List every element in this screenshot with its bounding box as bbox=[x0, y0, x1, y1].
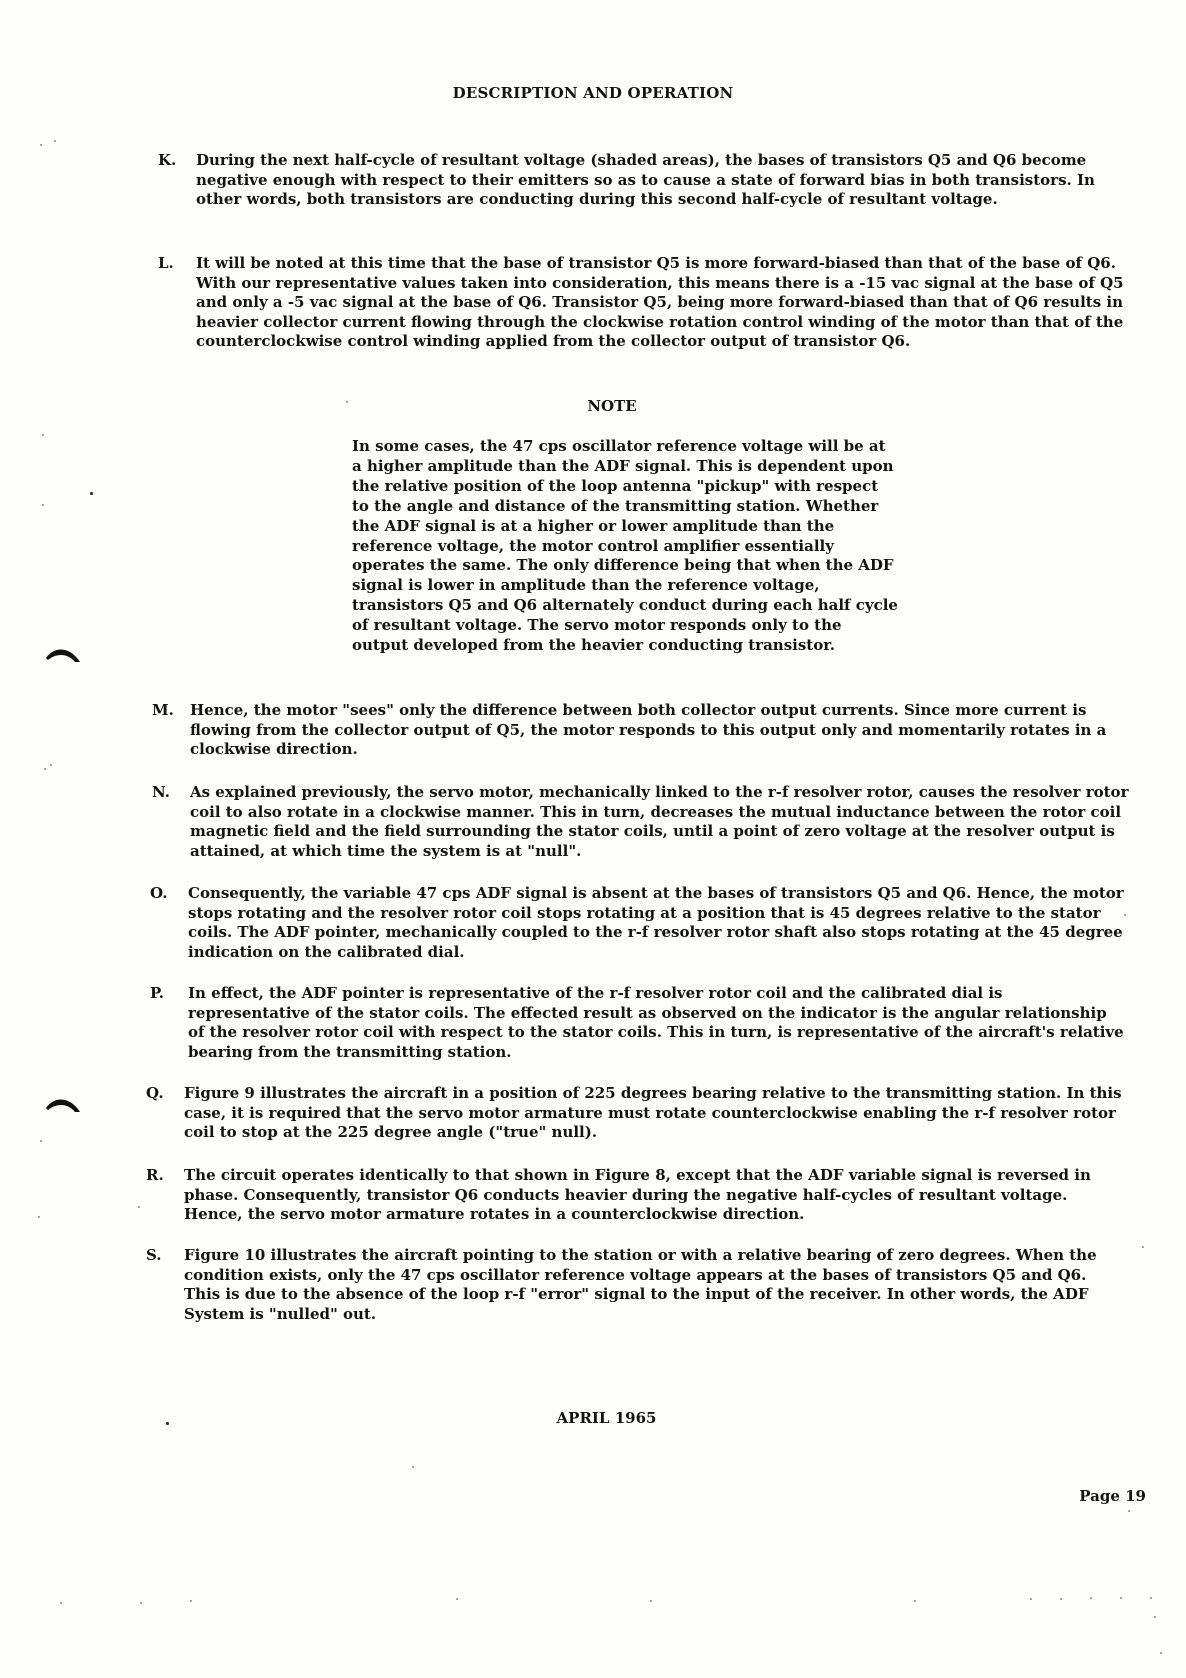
paragraph-text: Figure 10 illustrates the aircraft pointing to the station or with a relative bearing of zero degrees. When the condition exists, only the 47 cps oscillator reference voltage appears at the bases of transistors Q5 and Q6. This is due to the absence of the loop r-f "error" signal to the input of the receiver. In other words, the ADF System is "nulled" out. bbox=[184, 1246, 1097, 1323]
paragraph-text: It will be noted at this time that the base of transistor Q5 is more forward-biased than that of the base of Q6. With our representative values taken into consideration, this means there is a -15 vac signal at the base of Q5 and only a -5 vac signal at the base of Q6. Transistor Q5, being more forward-biased than that of Q6 results in heavier collector current flowing through the clockwise rotation control winding of the motor than that of the counterclockwise control winding applied from the collector output of transistor Q6. bbox=[196, 254, 1124, 350]
scan-speck bbox=[650, 1600, 652, 1602]
paragraph-r bbox=[146, 1166, 1102, 1226]
paragraph-letter: Q. bbox=[146, 1084, 164, 1102]
scan-speck bbox=[346, 401, 348, 403]
paragraph-letter: L. bbox=[158, 254, 174, 272]
scan-speck bbox=[60, 1602, 62, 1604]
paragraph-l bbox=[158, 254, 1126, 374]
paragraph-letter: S. bbox=[146, 1246, 162, 1264]
paragraph-letter: R. bbox=[146, 1166, 164, 1184]
scan-speck bbox=[54, 140, 56, 142]
paragraph-letter: O. bbox=[150, 884, 168, 902]
paragraph-s bbox=[146, 1246, 1104, 1326]
paragraph-m bbox=[152, 701, 1134, 761]
scan-speck bbox=[1120, 1597, 1122, 1599]
scan-speck bbox=[140, 1602, 142, 1604]
paragraph-n bbox=[152, 783, 1132, 863]
scan-speck bbox=[40, 1140, 42, 1142]
paragraph-text: During the next half-cycle of resultant voltage (shaded areas), the bases of transistors Q5 and Q6 become negative enough with respect to their emitters so as to cause a state of forward bias in both transistors. In other words, both transistors are conducting during this second half-cycle of resultant voltage. bbox=[196, 151, 1095, 208]
paragraph-letter: P. bbox=[150, 984, 165, 1002]
scan-speck bbox=[90, 492, 93, 495]
scan-speck bbox=[38, 1216, 40, 1218]
scan-speck bbox=[1060, 1598, 1062, 1600]
scan-speck bbox=[456, 1598, 458, 1600]
page-header: DESCRIPTION AND OPERATION bbox=[452, 84, 734, 102]
scan-speck bbox=[190, 1600, 192, 1602]
paragraph-letter: N. bbox=[152, 783, 170, 801]
scan-speck bbox=[50, 764, 52, 766]
paragraph-text: Hence, the motor "sees" only the difference between both collector output currents. Since more current is flowing from the collector output of Q5, the motor responds to this output only and momentarily rotates in a clockwise direction. bbox=[190, 701, 1107, 758]
scan-speck bbox=[1124, 914, 1126, 916]
paragraph-text: In effect, the ADF pointer is representative of the r-f resolver rotor coil and the calibrated dial is representative of the stator coils. The effected result as observed on the indicator is the angular relationship of the resolver rotor coil with respect to the stator coils. This in turn, is representative of the aircraft's relative bearing from the transmitting station. bbox=[188, 984, 1124, 1061]
scan-speck bbox=[1142, 1246, 1144, 1248]
scan-speck bbox=[1150, 1597, 1152, 1599]
scan-speck bbox=[412, 1466, 414, 1468]
punch-hole-arc-upper bbox=[44, 644, 84, 668]
scan-speck bbox=[44, 768, 46, 770]
scan-speck bbox=[42, 434, 44, 436]
paragraph-q bbox=[146, 1084, 1126, 1144]
note-text: In some cases, the 47 cps oscillator reference voltage will be at a higher amplitude than the ADF signal. This is dependent upon the relative position of the loop antenna "pickup" with respect to the angle and distance of the transmitting station. Whether the ADF signal is at a higher or lower amplitude than the reference voltage, the motor control amplifier essentially operates the same. The only difference being that when the ADF signal is lower in amplitude than the reference voltage, transistors Q5 and Q6 alternately conduct during each half cycle of resultant voltage. The servo motor responds only to the output developed from the heavier conducting transistor. bbox=[352, 437, 898, 655]
scan-speck bbox=[1090, 1597, 1092, 1599]
paragraph-text: The circuit operates identically to that shown in Figure 8, except that the ADF variable signal is reversed in phase. Consequently, transistor Q6 conducts heavier during the negative half-cycles of resultant voltage. Hence, the servo motor armature rotates in a counterclockwise direction. bbox=[184, 1166, 1091, 1223]
paragraph-o bbox=[150, 884, 1126, 964]
note-title: NOTE bbox=[587, 397, 637, 415]
scan-speck bbox=[1160, 1652, 1162, 1654]
paragraph-text: Figure 9 illustrates the aircraft in a position of 225 degrees bearing relative to the transmitting station. In this case, it is required that the servo motor armature must rotate counterclockwise enabling the r-f resolver rotor coil to stop at the 225 degree angle ("true" null). bbox=[184, 1084, 1122, 1141]
paragraph-text: Consequently, the variable 47 cps ADF signal is absent at the bases of transistors Q5 and Q6. Hence, the motor stops rotating and the resolver rotor coil stops rotating at a position that is 45 degrees relative to the stator coils. The ADF pointer, mechanically coupled to the r-f resolver rotor shaft also stops rotating at the 45 degree indication on the calibrated dial. bbox=[188, 884, 1124, 961]
paragraph-letter: M. bbox=[152, 701, 174, 719]
scan-speck bbox=[166, 1422, 169, 1425]
scan-speck bbox=[42, 504, 44, 506]
paragraph-p bbox=[150, 984, 1124, 1064]
footer-date: APRIL 1965 bbox=[556, 1409, 657, 1427]
page-number: Page 19 bbox=[1079, 1487, 1146, 1505]
scan-speck bbox=[1030, 1598, 1032, 1600]
scan-speck bbox=[914, 1600, 916, 1602]
punch-hole-arc-lower bbox=[44, 1094, 84, 1118]
scan-speck bbox=[40, 144, 42, 146]
scan-speck bbox=[1154, 1616, 1156, 1618]
paragraph-text: As explained previously, the servo motor, mechanically linked to the r-f resolver rotor, causes the resolver rotor coil to also rotate in a clockwise manner. This in turn, decreases the mutual inductance between the rotor coil magnetic field and the field surrounding the stator coils, until a point of zero voltage at the resolver output is attained, at which time the system is at "null". bbox=[190, 783, 1129, 860]
scan-speck bbox=[138, 1206, 140, 1208]
paragraph-k bbox=[158, 151, 1120, 231]
scan-speck bbox=[1128, 1510, 1130, 1512]
paragraph-letter: K. bbox=[158, 151, 177, 169]
